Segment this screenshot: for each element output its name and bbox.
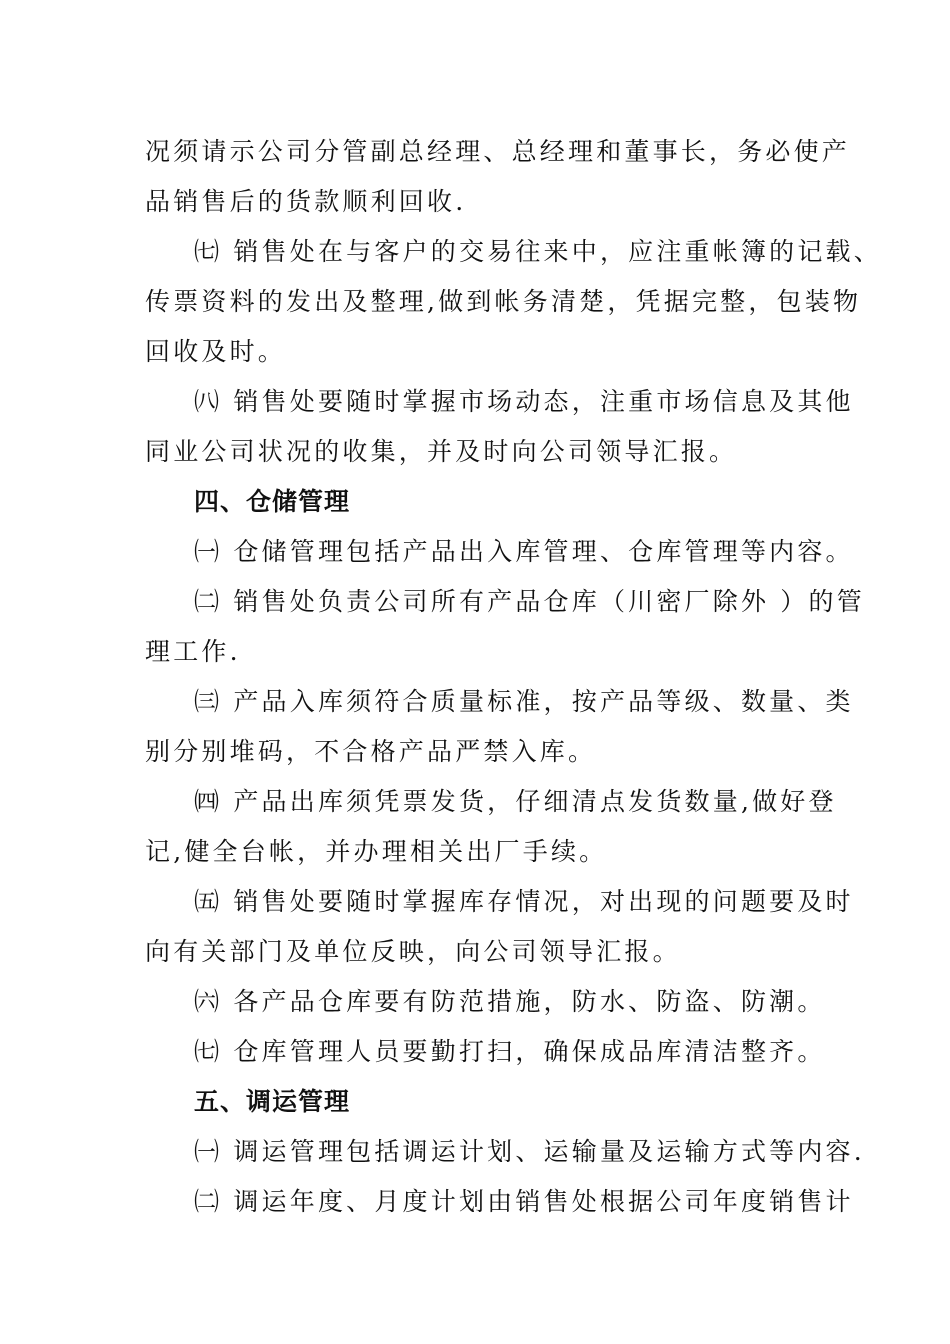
list-item-line: ㈤ 销售处要随时掌握库存情况，对出现的问题要及时 <box>194 887 854 916</box>
paragraph-line: 品销售后的货款顺利回收. <box>145 187 467 216</box>
list-item-line: ㈠ 调运管理包括调运计划、运输量及运输方式等内容. <box>194 1137 865 1166</box>
section-heading: 五、调运管理 <box>194 1087 351 1116</box>
paragraph-line: ㈧ 销售处要随时掌握市场动态，注重市场信息及其他 <box>194 387 854 416</box>
list-item-line: ㈥ 各产品仓库要有防范措施，防水、防盗、防潮。 <box>194 987 826 1016</box>
list-item-line: ㈦ 仓库管理人员要勤打扫，确保成品库清洁整齐。 <box>194 1037 826 1066</box>
list-item-line: 别分别堆码，不合格产品严禁入库。 <box>145 737 597 766</box>
list-item-line: ㈠ 仓储管理包括产品出入库管理、仓库管理等内容。 <box>194 537 854 566</box>
paragraph-line: 传票资料的发出及整理,做到帐务清楚，凭据完整，包装物 <box>145 287 862 316</box>
paragraph-line: ㈦ 销售处在与客户的交易往来中，应注重帐簿的记载、 <box>194 237 882 266</box>
paragraph-line: 况须请示公司分管副总经理、总经理和董事长，务必使产 <box>145 137 851 166</box>
list-item-line: 向有关部门及单位反映，向公司领导汇报。 <box>145 937 681 966</box>
list-item-line: ㈡ 销售处负责公司所有产品仓库（川密厂除外 ）的管 <box>194 587 865 616</box>
section-heading: 四、仓储管理 <box>194 487 351 516</box>
list-item-line: 记,健全台帐，并办理相关出厂手续。 <box>145 837 608 866</box>
list-item-line: 理工作. <box>145 637 241 666</box>
paragraph-line: 同业公司状况的收集，并及时向公司领导汇报。 <box>145 437 738 466</box>
list-item-line: ㈡ 调运年度、月度计划由销售处根据公司年度销售计 <box>194 1187 854 1216</box>
paragraph-line: 回收及时。 <box>145 337 287 366</box>
list-item-line: ㈢ 产品入库须符合质量标准，按产品等级、数量、类 <box>194 687 854 716</box>
list-item-line: ㈣ 产品出库须凭票发货，仔细清点发货数量,做好登 <box>194 787 837 816</box>
